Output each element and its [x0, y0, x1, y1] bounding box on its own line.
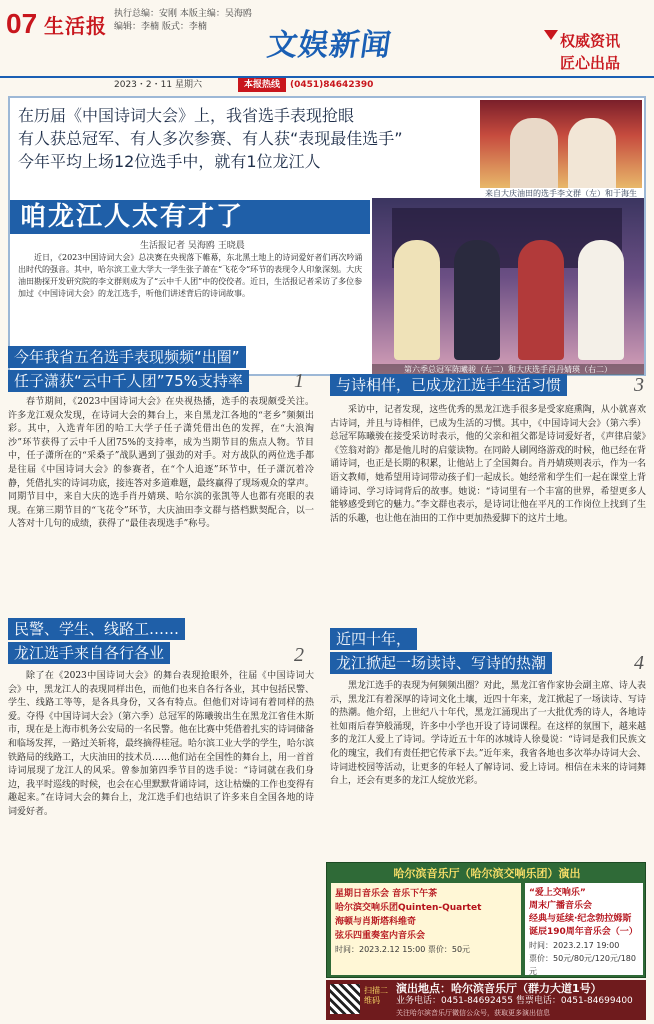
- event-price: 票价：50元/80元/120元/180元: [529, 954, 636, 976]
- page-number: 07: [6, 8, 38, 39]
- section-1-body: 春节期间，《2023中国诗词大会》在央视热播，选手的表现颇受关注。许多龙江观众发现，在诗词大会的舞台上，来自黑龙江各地的“老乡”频频出彩。其中，入选青年团的哈工大学子任子潇凭借出色的发挥，在“大浪淘沙”环节获得了云中千人团75%的支持率，成为当期节目的焦点人物。节目中，任子潇所在的“采桑子”战队遇到了强劲的对手。对方战队的两位选手都是往届《中国诗词大会》的参赛者，在“个人追逐”环节中，任子潇沉着冷静，凭借扎实的诗词功底，接连答对多道难题，最终赢得了现场观众的掌声。同期节目中，来自大庆的选手肖丹婧瑛、哈尔滨的张凯等人也都有亮眼的表现。在第三期节目的“飞花令”环节，大庆油田李文群与搭档默契配合，以一人答对十几句的成绩，获得了“最佳表现选手”称号。: [8, 397, 314, 530]
- slogan-line: 匠心出品: [560, 54, 621, 72]
- section-number: 2: [294, 644, 304, 666]
- heading-line: 任子潇获“云中千人团”75%支持率: [8, 370, 249, 392]
- dateline: [0, 76, 654, 92]
- heading-line: 近四十年，: [330, 628, 417, 650]
- intro-paragraph: 近日，《2023中国诗词大会》总决赛在央视落下帷幕，东北黑土地上的诗词爱好者们再次吟诵出时代的强音。其中，哈尔滨工业大学大一学生张子萧在“飞花令”环节的表现令人印象深刻。大庆油田勘探开发研究院的李文群则成为了“云中千人团”中的佼佼者。近日，生活报记者采访了多位参加过《中国诗词大会》的龙江选手，听他们讲述背后的诗词故事。: [18, 253, 363, 298]
- contestants-photo: [480, 100, 642, 188]
- event-line: 海顿与肖斯塔科维奇: [335, 917, 417, 927]
- contestant-figure: [518, 240, 564, 360]
- heading-line: 龙江选手来自各行各业: [8, 642, 170, 664]
- contestant-figure: [454, 240, 500, 360]
- section-number: 1: [294, 370, 304, 392]
- slogan-arrow-icon: [544, 30, 558, 40]
- event-time-price: 时间：2023.2.12 15:00 票价：50元: [335, 945, 471, 954]
- event-line: 弦乐四重奏室内音乐会: [335, 931, 426, 941]
- heading-line: 与诗相伴，已成龙江选手生活习惯: [330, 374, 567, 396]
- event-line: 星期日音乐会 音乐下午茶: [335, 889, 438, 899]
- heading-line: 今年我省五名选手表现频频“出圈”: [8, 346, 246, 368]
- section-number: 3: [634, 374, 644, 396]
- heading-line: 龙江掀起一场读诗、写诗的热潮: [330, 652, 552, 674]
- issue-date: 2023・2・11 星期六: [114, 80, 202, 90]
- qr-label: 扫描二维码: [364, 986, 388, 1005]
- contestant-figure: [578, 240, 624, 360]
- concert-title: 哈尔滨音乐厅（哈尔滨交响乐团）演出: [393, 867, 581, 880]
- photo-caption: 来自大庆油田的选手李文群（左）和于海生: [485, 189, 637, 198]
- headline-line: 今年平均上场12位选手中，就有1位龙江人: [18, 152, 321, 171]
- section-3-heading: [330, 374, 646, 398]
- slogan: [560, 30, 620, 74]
- qr-code-icon[interactable]: [330, 984, 360, 1014]
- section-4-heading: [330, 628, 646, 676]
- event-time: 时间：2023.2.17 19:00: [529, 941, 620, 950]
- editor-line: 编辑：李楠 版式：李楠: [114, 22, 207, 32]
- event-line: 诞辰190周年音乐会（一）: [529, 927, 638, 937]
- slogan-line: 权威资讯: [560, 32, 621, 50]
- venue-note: 关注哈尔滨音乐厅微信公众号，获取更多演出信息: [396, 1009, 550, 1017]
- editor-line: 执行总编：安刚 本版主编：吴海鸥: [114, 9, 252, 19]
- event-line: 周末广播音乐会: [529, 901, 593, 911]
- concert-footer: [326, 980, 646, 1020]
- paper-name: 生活报: [44, 14, 107, 38]
- event-line: 经典与延续·纪念勃拉姆斯: [529, 914, 632, 924]
- hotline-number: (0451)84642390: [290, 80, 374, 90]
- concert-advertisement: [326, 862, 646, 978]
- heading-line: 民警、学生、线路工……: [8, 618, 185, 640]
- venue-phone: 业务电话：0451-84692455 售票电话：0451-84699400: [396, 996, 633, 1006]
- photo-caption: 第六季总冠军陈曦骏（左二）和大庆选手肖丹婧瑛（右二）: [372, 364, 644, 375]
- section-4-body: 黑龙江选手的表现为何频频出圈？对此，黑龙江省作家协会副主席、诗人表示，黑龙江有着深厚的诗词文化土壤，近四十年来，龙江掀起了一场读诗、写诗的热潮。他介绍，上世纪八十年代，黑龙江涌现出了一大批优秀的诗人，各地诗社如雨后春笋般涌现，许多中小学也开设了诗词课程。在这样的氛围下，越来越多的龙江人爱上了诗词。学诗近五十年的冰城诗人徐曼说：“诗词是我们民族文化的瑰宝，我们有责任把它传承下去。”近年来，我省各地也多次举办诗词大会、诗词进校园等活动，让更多的年轻人了解诗词、爱上诗词。相信在未来的诗词舞台上，还会有更多的龙江人绽放光彩。: [330, 681, 646, 787]
- contestant-figure: [568, 118, 616, 188]
- contestant-figure: [394, 240, 440, 360]
- hotline-label: 本报热线: [238, 78, 286, 92]
- section-title: 文娱新闻: [265, 28, 394, 63]
- byline: 生活报记者 吴海鸥 王晓晨: [140, 241, 245, 251]
- section-3-body: 采访中，记者发现，这些优秀的黑龙江选手很多是受家庭熏陶，从小就喜欢古诗词，并且与诗相伴，已成为生活的习惯。其中，《中国诗词大会》（第六季）总冠军陈曦骏在接受采访时表示，他的父亲和祖父都是诗词爱好者，《声律启蒙》《笠翁对韵》都是他儿时的启蒙读物。在同龄人刷网络游戏的时候，他已经在背诵诗词，也正是长期的积累，让他站上了全国舞台。肖丹婧瑛则表示，作为一名语文教师，她希望用诗词带动孩子们一起成长。她经常和学生们一起在课堂上背诵诗词、学习诗词背后的故事。她说：“诗词里有一个丰富的世界，希望更多人能够感受到它的魅力。”李文群也表示，是诗词让他在平凡的工作岗位上找到了生活的乐趣，也让他在油田的工作中更加热爱脚下的这片土地。: [330, 405, 646, 524]
- concert-event-right: [525, 883, 643, 975]
- editor-credits: [114, 8, 252, 34]
- section-number: 4: [634, 652, 644, 674]
- headline-line: 有人获总冠军、有人多次参赛、有人获“表现最佳选手”: [18, 129, 403, 148]
- section-2-body: 除了在《2023中国诗词大会》的舞台表现抢眼外，往届《中国诗词大会》中，黑龙江人的表现同样出色，而他们也来自各行各业，其中包括民警、学生、线路工等等，是各具身份，又各有特点。但他们对诗词有着同样的热爱。夺得《中国诗词大会》（第六季）总冠军的陈曦骏出生在黑龙江省佳木斯市，现在是上海市机务公安局的一名民警。他在比赛中凭借着扎实的诗词储备和临场发挥，一路过关斩将，最终摘得桂冠。哈尔滨工业大学的学生，哈尔滨铁路局的线路工，大庆油田的技术员……他们站在全国性的舞台上，用一首首诗词展现了龙江人的风采。曾参加第四季节目的选手说：“诗词就在我们身边，我平时巡线的时候，也会在心里默默背诵诗词，这让枯燥的工作也变得有趣起来。”在诗词大会的舞台上，龙江选手们也结识了许多来自全国各地的诗词爱好者。: [8, 671, 314, 817]
- venue-address: 演出地点：哈尔滨音乐厅（群力大道1号）: [396, 982, 602, 995]
- event-line: 哈尔滨交响乐团Quinten-Quartet: [335, 903, 482, 913]
- concert-event-left: [331, 883, 521, 975]
- masthead: [0, 0, 654, 92]
- contestant-figure: [510, 118, 558, 188]
- hero-banner: 咱龙江人太有才了: [10, 200, 370, 234]
- event-line: “爱上交响乐”: [529, 888, 586, 898]
- hero-headline: [18, 104, 403, 173]
- stage-photo: [372, 198, 644, 374]
- section-1-heading: [8, 346, 306, 394]
- hero-feature: [8, 96, 646, 376]
- section-2-heading: [8, 618, 306, 666]
- headline-line: 在历届《中国诗词大会》上，我省选手表现抢眼: [18, 106, 355, 125]
